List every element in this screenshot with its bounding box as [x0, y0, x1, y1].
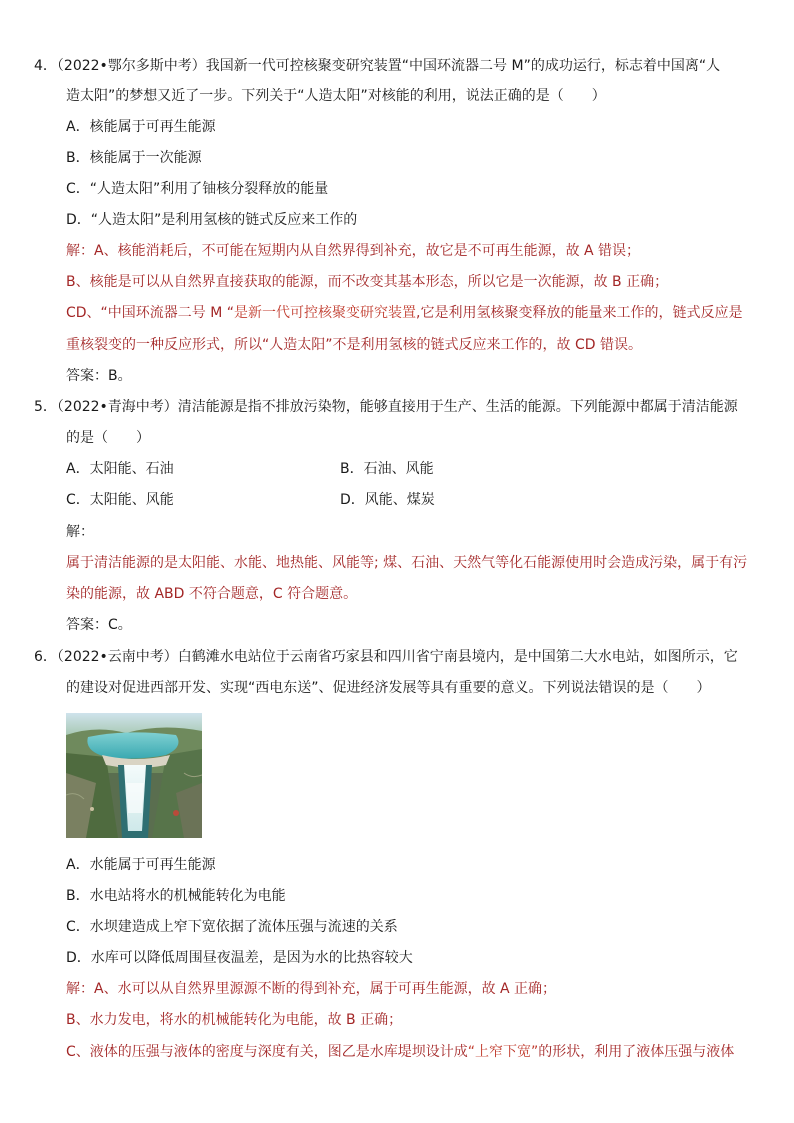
q4-option-a: A．核能属于可再生能源 — [66, 119, 216, 135]
q6-option-a: A．水能属于可再生能源 — [66, 857, 216, 873]
q6-solution-line1: 解：A、水可以从自然界里源源不断的得到补充，属于可再生能源，故 A 正确； — [66, 981, 557, 997]
q5-solution-label: 解： — [66, 524, 94, 540]
q4-stem-line2: 造太阳”的梦想又近了一步。下列关于“人造太阳”对核能的利用，说法正确的是（ ） — [66, 88, 606, 104]
q6-solution-line2: B、水力发电，将水的机械能转化为电能，故 B 正确； — [66, 1012, 403, 1028]
q4-solution-cd-part1: CD、“中国环流器二号 M “ — [66, 305, 235, 321]
q4-answer: 答案：B。 — [66, 368, 132, 384]
q6-solution-c-part1: C、液体的压强与液体的密度与深度有关，图乙是水库堤坝设计成 — [66, 1044, 468, 1060]
q5-option-b: B．石油、风能 — [340, 461, 434, 477]
q4-solution-line2: B、核能是可以从自然界直接获取的能源，而不改变其基本形态，所以它是一次能源，故 B 正确； — [66, 274, 669, 290]
dam-aerial-image — [66, 713, 202, 838]
q6-option-c: C．水坝建造成上窄下宽依据了流体压强与流速的关系 — [66, 919, 398, 935]
dam-photo — [66, 713, 202, 838]
q5-option-d: D．风能、煤炭 — [340, 492, 435, 508]
q4-stem-line1: 4．（2022•鄂尔多斯中考）我国新一代可控核聚变研究装置“中国环流器二号 M”的成功运行，标志着中国离“人 — [34, 58, 721, 74]
q6-solution-c-part2: 的形状，利用了液体压强与液体 — [538, 1044, 735, 1060]
q5-stem-line2: 的是（ ） — [66, 430, 150, 446]
q5-option-a: A．太阳能、石油 — [66, 461, 174, 477]
q6-stem-line1: 6．（2022•云南中考）白鹤滩水电站位于云南省巧家县和四川省宁南县境内，是中国第二大水电站，如图所示，它 — [34, 649, 738, 665]
q6-stem-line2: 的建设对促进西部开发、实现“西电东送”、促进经济发展等具有重要的意义。下列说法错误的是（ ） — [66, 680, 711, 696]
q6-solution-line3 — [66, 1042, 754, 1062]
q5-option-row1 — [66, 459, 754, 479]
q4-solution-cd-part2: ,它是利用氢核聚变释放的能量来工作的，链式反应是 — [416, 305, 743, 321]
q5-solution-line2: 染的能源，故 ABD 不符合题意，C 符合题意。 — [66, 586, 358, 602]
q5-option-row2 — [66, 490, 754, 510]
q4-solution-line3 — [66, 303, 754, 323]
q4-option-b: B．核能属于一次能源 — [66, 150, 202, 166]
q6-option-d: D．水库可以降低周围昼夜温差，是因为水的比热容较大 — [66, 950, 413, 966]
q4-solution-line4: 重核裂变的一种反应形式，所以“人造太阳”不是利用氢核的链式反应来工作的，故 CD 错误。 — [66, 337, 642, 353]
q5-solution-line1: 属于清洁能源的是太阳能、水能、地热能、风能等; 煤、石油、天然气等化石能源使用时会造成污染，属于有污 — [66, 555, 748, 571]
q4-option-d: D．“人造太阳”是利用氢核的链式反应来工作的 — [66, 212, 358, 228]
q6-solution-c-highlight: “上窄下宽” — [467, 1044, 539, 1060]
q4-solution-cd-highlight: 是新一代可控核聚变研究装置 — [234, 305, 417, 321]
q4-option-c: C．“人造太阳”利用了铀核分裂释放的能量 — [66, 181, 329, 197]
q5-answer: 答案：C。 — [66, 617, 132, 633]
q5-stem-line1: 5．（2022•青海中考）清洁能源是指不排放污染物，能够直接用于生产、生活的能源。下列能源中都属于清洁能源 — [34, 399, 738, 415]
q5-option-c: C．太阳能、风能 — [66, 492, 174, 508]
q4-solution-line1: 解：A、核能消耗后，不可能在短期内从自然界得到补充，故它是不可再生能源，故 A 错误； — [66, 243, 641, 259]
q6-option-b: B．水电站将水的机械能转化为电能 — [66, 888, 286, 904]
